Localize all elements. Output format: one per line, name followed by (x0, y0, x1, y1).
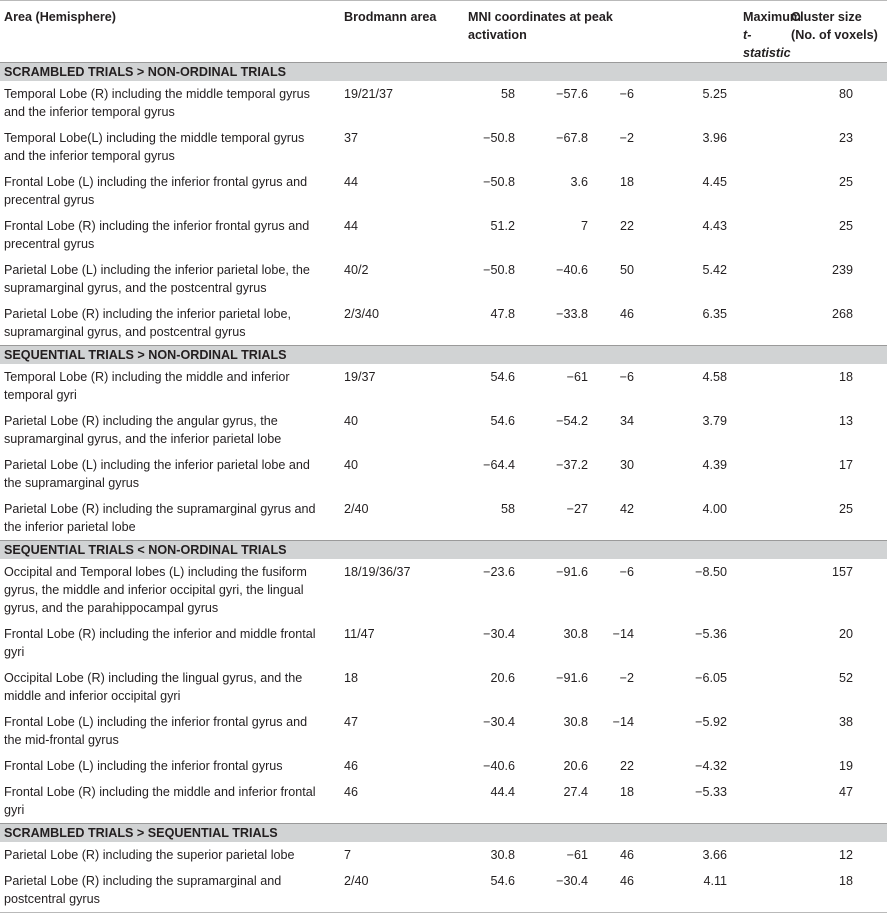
mni-x-cell: 58 (500, 87, 515, 101)
table-row (0, 364, 887, 408)
area-cell: Occipital Lobe (R) including the lingual gyrus, and the middle and inferior occipital gyri (4, 671, 303, 703)
brodmann-cell: 19/21/37 (344, 87, 394, 101)
t-statistic-cell: −4.32 (695, 759, 728, 773)
mni-x-cell: 44.4 (490, 785, 515, 799)
t-statistic-cell: 4.58 (702, 370, 728, 384)
cluster-size-cell: 12 (839, 848, 854, 862)
cluster-size-cell: 157 (832, 565, 854, 579)
header-tstat-line2: t-statistic (743, 28, 791, 60)
mni-x-cell: 20.6 (490, 671, 515, 685)
mni-y-cell: −27 (566, 502, 588, 516)
area-cell: Parietal Lobe (L) including the inferior parietal lobe, the supramarginal gyrus, and the postcentral gyrus (4, 263, 310, 295)
header-mni (465, 1, 648, 63)
mni-z-cell: −2 (619, 131, 635, 145)
mni-z-cell: −6 (619, 370, 635, 384)
section-header-row (0, 346, 887, 365)
mni-z-cell: 18 (620, 175, 635, 189)
t-statistic-cell: 4.11 (648, 868, 791, 913)
header-mni-line2: activation (468, 28, 527, 42)
area-cell: Temporal Lobe (R) including the middle and inferior temporal gyri (4, 370, 290, 402)
cluster-size-cell: 20 (839, 627, 854, 641)
mni-y-cell: −91.6 (556, 565, 588, 579)
table-row (0, 408, 887, 452)
brodmann-cell: 2/3/40 (344, 307, 380, 321)
table-row (0, 842, 887, 868)
header-cluster (791, 1, 887, 63)
brodmann-cell: 2/40 (343, 868, 465, 913)
mni-z-cell: −14 (612, 715, 635, 729)
brodmann-cell: 40 (344, 414, 359, 428)
section-title: SEQUENTIAL TRIALS > NON-ORDINAL TRIALS (0, 346, 887, 365)
mni-x-cell: −30.4 (483, 627, 515, 641)
section-header-row (0, 541, 887, 560)
table-row (0, 452, 887, 496)
brodmann-cell: 18 (344, 671, 359, 685)
header-cluster-line1: Cluster size (791, 10, 862, 24)
cluster-size-cell: 13 (839, 414, 854, 428)
table-row (0, 753, 887, 779)
mni-z-cell: −2 (619, 671, 635, 685)
t-statistic-cell: −5.92 (695, 715, 728, 729)
t-statistic-cell: 4.43 (702, 219, 728, 233)
cluster-size-cell: 25 (839, 175, 854, 189)
mni-z-cell: 42 (620, 502, 635, 516)
t-statistic-cell: 5.25 (702, 87, 728, 101)
t-statistic-cell: 5.42 (702, 263, 728, 277)
mni-x-cell: −40.6 (483, 759, 515, 773)
table-row (0, 665, 887, 709)
header-tstat-line1: Maximum (743, 10, 802, 24)
area-cell: Frontal Lobe (L) including the inferior frontal gyrus and the mid-frontal gyrus (4, 715, 308, 747)
header-cluster-line2: (No. of voxels) (791, 28, 878, 42)
area-cell: Parietal Lobe (R) including the supramarginal and postcentral gyrus (0, 868, 343, 913)
mni-y-cell: −37.2 (556, 458, 588, 472)
t-statistic-cell: −5.33 (695, 785, 728, 799)
mni-z-cell: 30 (620, 458, 635, 472)
area-cell: Parietal Lobe (R) including the superior parietal lobe (4, 848, 295, 862)
mni-y-cell: 7 (580, 219, 588, 233)
brodmann-cell: 46 (344, 785, 359, 799)
mni-x-cell: −50.8 (483, 263, 515, 277)
brodmann-cell: 44 (344, 219, 359, 233)
area-cell: Parietal Lobe (L) including the inferior parietal lobe and the supramarginal gyrus (4, 458, 310, 490)
brodmann-cell: 2/40 (344, 502, 369, 516)
area-cell: Temporal Lobe (R) including the middle temporal gyrus and the inferior temporal gyrus (4, 87, 310, 119)
mni-z-cell: −14 (612, 627, 635, 641)
t-statistic-cell: 4.00 (702, 502, 728, 516)
mni-x-cell: 47.8 (490, 307, 515, 321)
cluster-size-cell: 23 (839, 131, 854, 145)
section-title: SCRAMBLED TRIALS > SEQUENTIAL TRIALS (0, 824, 887, 843)
cluster-size-cell: 25 (839, 219, 854, 233)
area-cell: Frontal Lobe (R) including the inferior and middle frontal gyri (4, 627, 316, 659)
t-statistic-cell: 3.96 (702, 131, 728, 145)
mni-y-cell: −30.4 (525, 868, 594, 913)
t-statistic-cell: 3.66 (702, 848, 728, 862)
mni-y-cell: 20.6 (563, 759, 588, 773)
area-cell: Parietal Lobe (R) including the supramarginal gyrus and the inferior parietal lobe (4, 502, 316, 534)
cluster-size-cell: 268 (832, 307, 854, 321)
mni-y-cell: −57.6 (556, 87, 588, 101)
mni-x-cell: 51.2 (490, 219, 515, 233)
header-area: Area (Hemisphere) (0, 1, 343, 63)
section-title: SEQUENTIAL TRIALS < NON-ORDINAL TRIALS (0, 541, 887, 560)
mni-x-cell: 54.6 (490, 414, 515, 428)
section-header-row (0, 63, 887, 82)
mni-y-cell: 3.6 (570, 175, 588, 189)
mni-x-cell: −50.8 (483, 175, 515, 189)
table-row (0, 257, 887, 301)
cluster-size-cell: 239 (832, 263, 854, 277)
mni-z-cell: 46 (620, 848, 635, 862)
table-row (0, 496, 887, 541)
mni-x-cell: −30.4 (483, 715, 515, 729)
mni-z-cell: 46 (620, 307, 635, 321)
table-header-row (0, 1, 887, 63)
t-statistic-cell: 4.45 (702, 175, 728, 189)
brodmann-cell: 19/37 (344, 370, 376, 384)
mni-y-cell: −61 (566, 370, 588, 384)
mni-y-cell: −67.8 (556, 131, 588, 145)
cluster-size-cell: 80 (839, 87, 854, 101)
brodmann-cell: 46 (344, 759, 359, 773)
mni-x-cell: −64.4 (483, 458, 515, 472)
table-row (0, 301, 887, 346)
area-cell: Frontal Lobe (L) including the inferior frontal gyrus and precentral gyrus (4, 175, 308, 207)
header-tstat (648, 1, 802, 63)
mni-y-cell: −40.6 (556, 263, 588, 277)
cluster-size-cell: 38 (839, 715, 854, 729)
cluster-size-cell: 18 (839, 370, 854, 384)
cluster-size-cell: 47 (839, 785, 854, 799)
mni-y-cell: −33.8 (556, 307, 588, 321)
mni-x-cell: 30.8 (490, 848, 515, 862)
brodmann-cell: 44 (344, 175, 359, 189)
table-row (0, 169, 887, 213)
brodmann-cell: 47 (344, 715, 359, 729)
table-row (0, 213, 887, 257)
brodmann-cell: 37 (344, 131, 359, 145)
mni-x-cell: 54.6 (490, 370, 515, 384)
table-row (0, 621, 887, 665)
mni-z-cell: 22 (620, 219, 635, 233)
area-cell: Occipital and Temporal lobes (L) including the fusiform gyrus, the middle and inferior occipital gyri, the lingual gyrus, and the parahippocampal gyrus (4, 565, 307, 615)
mni-x-cell: −23.6 (483, 565, 515, 579)
area-cell: Frontal Lobe (R) including the middle and inferior frontal gyri (4, 785, 316, 817)
area-cell: Temporal Lobe(L) including the middle temporal gyrus and the inferior temporal gyrus (4, 131, 305, 163)
brodmann-cell: 18/19/36/37 (344, 565, 411, 579)
table-row (0, 709, 887, 753)
mni-y-cell: −54.2 (556, 414, 588, 428)
header-brodmann: Brodmann area (343, 1, 465, 63)
area-cell: Frontal Lobe (R) including the inferior frontal gyrus and precentral gyrus (4, 219, 310, 251)
section-header-row (0, 824, 887, 843)
brodmann-cell: 7 (344, 848, 352, 862)
table-row (0, 81, 887, 125)
cluster-size-cell: 18 (791, 868, 887, 913)
mni-z-cell: 50 (620, 263, 635, 277)
area-cell: Parietal Lobe (R) including the inferior parietal lobe, supramarginal gyrus, and postcentral gyrus (4, 307, 292, 339)
mni-x-cell: 58 (500, 502, 515, 516)
area-cell: Parietal Lobe (R) including the angular gyrus, the supramarginal gyrus, and the inferior parietal lobe (4, 414, 282, 446)
mni-x-cell: −50.8 (483, 131, 515, 145)
t-statistic-cell: −8.50 (695, 565, 728, 579)
t-statistic-cell: 6.35 (702, 307, 728, 321)
mni-y-cell: 30.8 (563, 715, 588, 729)
brodmann-cell: 11/47 (344, 627, 375, 641)
table-body (0, 63, 887, 913)
mni-z-cell: −6 (619, 87, 635, 101)
table-row (0, 125, 887, 169)
mni-z-cell: 22 (620, 759, 635, 773)
mni-z-cell: 46 (594, 868, 648, 913)
section-title: SCRAMBLED TRIALS > NON-ORDINAL TRIALS (0, 63, 887, 82)
mni-y-cell: 27.4 (563, 785, 588, 799)
mni-y-cell: −91.6 (556, 671, 588, 685)
mni-y-cell: −61 (566, 848, 588, 862)
table-row (0, 779, 887, 824)
t-statistic-cell: −6.05 (695, 671, 728, 685)
brodmann-cell: 40/2 (344, 263, 369, 277)
area-cell: Frontal Lobe (L) including the inferior frontal gyrus (4, 759, 283, 773)
mni-z-cell: 18 (620, 785, 635, 799)
brodmann-cell: 40 (344, 458, 359, 472)
cluster-size-cell: 25 (839, 502, 854, 516)
table-row (0, 868, 887, 913)
mni-z-cell: −6 (619, 565, 635, 579)
header-mni-line1: MNI coordinates at peak (468, 10, 613, 24)
mni-x-cell: 54.6 (465, 868, 525, 913)
mni-y-cell: 30.8 (563, 627, 588, 641)
t-statistic-cell: −5.36 (695, 627, 728, 641)
cluster-size-cell: 52 (839, 671, 854, 685)
table-row (0, 559, 887, 621)
t-statistic-cell: 3.79 (702, 414, 728, 428)
mni-z-cell: 34 (620, 414, 635, 428)
cluster-size-cell: 19 (839, 759, 854, 773)
cluster-size-cell: 17 (839, 458, 854, 472)
t-statistic-cell: 4.39 (702, 458, 728, 472)
